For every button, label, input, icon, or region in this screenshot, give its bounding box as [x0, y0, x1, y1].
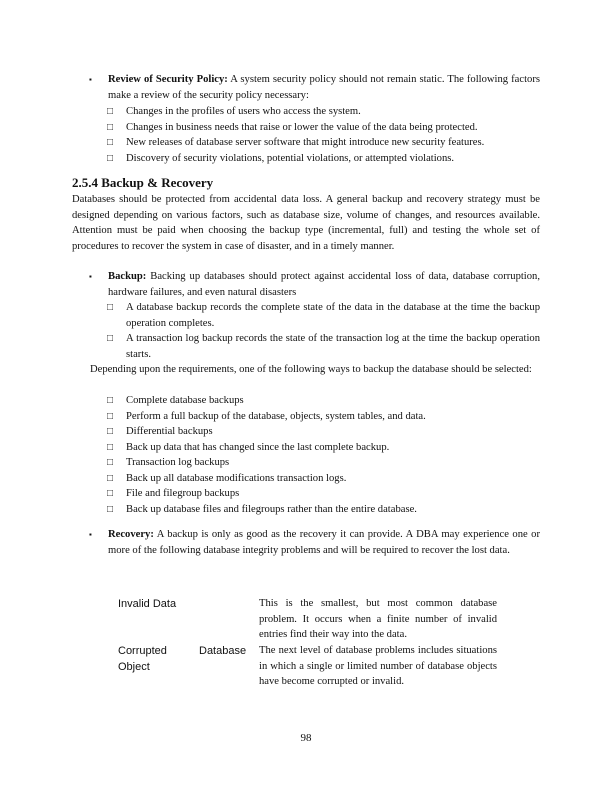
checkbox-square-icon: □: [107, 137, 114, 148]
policy-text: A system security policy should not remain static. The following factors make a review of the security policy necessary:: [108, 74, 540, 101]
list-item: □ New releases of database server software that might introduce new security features.: [126, 135, 540, 151]
backup-paragraph: [89, 269, 540, 300]
page-number: 98: [300, 732, 312, 744]
list-item: □ A transaction log backup records the state of the transaction log at the time the backup operation starts.: [107, 333, 540, 360]
policy-title: Review of Security Policy:: [108, 74, 228, 85]
backup-bullet: [89, 269, 540, 300]
problem-name: Invalid Data: [118, 598, 177, 610]
checkbox-square-icon: □: [107, 410, 114, 422]
backup-text: Backing up databases should protect against accidental loss of data, database corruption, hardware failures, and even natural disasters: [108, 271, 540, 298]
ways-list: [107, 393, 540, 517]
problem-description: The next level of database problems includes situations in which a single or limited number of database objects have become corrupted or invalid.: [259, 645, 497, 687]
problem-name: Object: [118, 661, 150, 673]
checkbox-square-icon: □: [107, 106, 114, 117]
list-item: □ Back up all database modifications transaction logs.: [126, 471, 540, 487]
list-item: □ A database backup records the complete state of the data in the database at the time the backup operation completes.: [107, 302, 540, 329]
checkbox-square-icon: □: [107, 302, 114, 313]
section-heading: 2.5.4 Backup & Recovery: [72, 175, 214, 190]
policy-paragraph: [89, 72, 540, 103]
backup-title: Backup:: [108, 271, 147, 282]
policy-factor-list: [107, 104, 540, 166]
checkbox-square-icon: □: [107, 152, 114, 164]
list-item: □ Transaction log backups: [126, 455, 540, 471]
checkbox-square-icon: □: [107, 441, 114, 453]
checkbox-square-icon: □: [107, 121, 114, 133]
problem-name: Database: [199, 645, 247, 657]
ways-intro: Depending upon the requirements, one of the following ways to backup the database should be selected:: [90, 364, 532, 375]
checkbox-square-icon: □: [107, 488, 114, 499]
checkbox-square-icon: □: [107, 472, 114, 484]
list-item: □ Discovery of security violations, potential violations, or attempted violations.: [126, 151, 540, 167]
recovery-title: Recovery:: [108, 529, 154, 540]
list-item: □ Complete database backups: [126, 393, 540, 409]
square-bullet-icon: ▪: [89, 75, 92, 84]
list-item: □ Back up data that has changed since the last complete backup.: [126, 440, 540, 456]
backup-item-list: [107, 300, 540, 362]
checkbox-square-icon: □: [107, 395, 114, 406]
list-item: □ Changes in the profiles of users who access the system.: [126, 104, 540, 120]
list-item: □ Changes in business needs that raise or lower the value of the data being protected.: [126, 120, 540, 136]
list-item: □ File and filegroup backups: [126, 486, 540, 502]
list-item: □ Differential backups: [126, 424, 540, 440]
section-intro: Databases should be protected from accidental data loss. A general backup and recovery strategy must be designed depending on various factors, such as database size, volume of changes, and resources available. Attention must be paid when choosing the backup type (incremental, full) and testing the whole set of procedures to recover the system in case of disaster, and in a timely manner.: [72, 194, 540, 252]
recovery-paragraph: [89, 527, 540, 558]
square-bullet-icon: ▪: [89, 272, 92, 281]
recovery-text: A backup is only as good as the recovery it can provide. A DBA may experience one or more of the following database integrity problems and will be required to recover the lost data.: [108, 529, 540, 556]
problem-name: Corrupted: [118, 645, 167, 657]
list-item: □ Back up database files and filegroups rather than the entire database.: [126, 502, 540, 518]
checkbox-square-icon: □: [107, 426, 114, 437]
checkbox-square-icon: □: [107, 503, 114, 515]
checkbox-square-icon: □: [107, 457, 114, 468]
square-bullet-icon: ▪: [89, 530, 92, 539]
policy-bullet: [89, 72, 540, 103]
problem-description: This is the smallest, but most common database problem. It occurs when a finite number of invalid entries find their way into the data.: [259, 598, 497, 640]
recovery-bullet: [89, 527, 540, 558]
list-item: □ Perform a full backup of the database, objects, system tables, and data.: [126, 409, 540, 425]
checkbox-square-icon: □: [107, 333, 114, 344]
